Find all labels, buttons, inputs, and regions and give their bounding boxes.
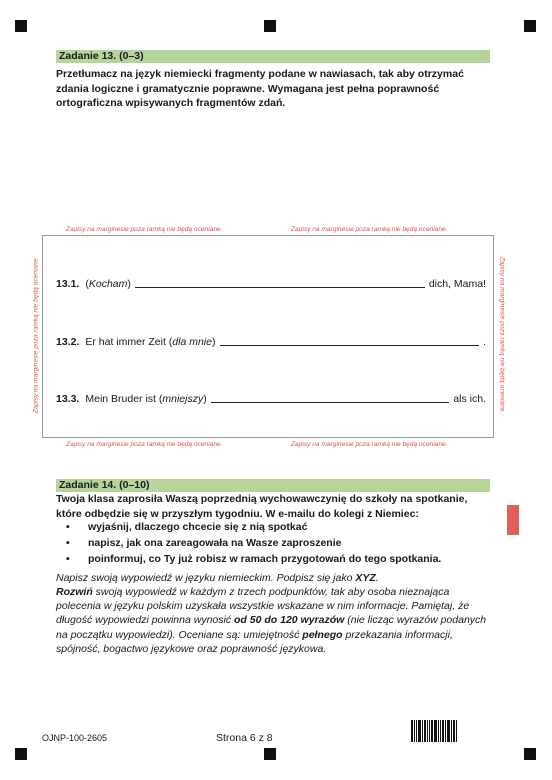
margin-note-top-right: Zapisy na marginesie poza ramką nie będą oceniane. (291, 226, 448, 233)
item-hint-open: ( (85, 278, 89, 290)
item-number: 13.2. (56, 336, 80, 348)
item-hint: Kocham (88, 278, 128, 290)
item-hint: dla mnie (172, 336, 212, 348)
bullet-item: • napisz, jak ona zareagowała na Wasze zaproszenie (56, 535, 496, 551)
answer-blank-13-2[interactable] (220, 335, 480, 346)
item-hint-close: ) (203, 393, 207, 405)
item-hint-close: ) (127, 278, 131, 290)
pelnego-word: pełnego (302, 628, 343, 641)
margin-note-left-vertical: Zapisy na marginesie poza ramką nie będą oceniane. (32, 256, 40, 414)
sign-name: XYZ (355, 572, 376, 584)
task-14-rozwin-paragraph (56, 585, 492, 656)
task-13-2-line (56, 335, 486, 348)
margin-note-right-vertical: Zapisy na marginesie poza ramką nie będą oceniane. (498, 256, 506, 414)
side-tab-marker (507, 505, 519, 535)
item-before: Er hat immer Zeit (85, 336, 166, 348)
task-14-header: Zadanie 14. (0–10) (56, 479, 490, 492)
item-before: Mein Bruder ist (85, 393, 156, 405)
task-14-sign-instruction (56, 571, 492, 585)
item-hint-open: ( (155, 393, 163, 405)
registration-mark-top-center (264, 20, 276, 32)
rozwin-word: Rozwiń (56, 586, 93, 598)
task-13-1-line (56, 277, 486, 290)
answer-blank-13-1[interactable] (135, 277, 425, 288)
registration-mark-top-left (15, 20, 27, 32)
footer-page: Strona 6 z 8 (216, 732, 273, 744)
task-13-3-line (56, 392, 486, 405)
answer-blank-13-3[interactable] (211, 392, 450, 403)
item-after: als ich. (453, 393, 486, 405)
task-14-bullets (56, 519, 496, 567)
item-number: 13.1. (56, 278, 80, 290)
bullet-item: • poinformuj, co Ty już robisz w ramach przygotowań do tego spotkania. (56, 551, 496, 567)
item-after: . (483, 336, 486, 348)
rozwin-text-2: (nie licząc wyrazów podanych na początku wypowiedzi). Oceniane są: umiejętność (56, 614, 487, 641)
item-hint-open: ( (165, 336, 173, 348)
registration-mark-top-right (524, 20, 536, 32)
margin-note-bottom-left: Zapisy na marginesie poza ramką nie będą oceniane. (66, 441, 223, 448)
rozwin-text-3: przekazania informacji, spójność, bogactwo językowe oraz poprawność językowa. (56, 628, 453, 655)
item-hint-close: ) (212, 336, 216, 348)
bullet-item: • wyjaśnij, dlaczego chcecie się z nią spotkać (56, 519, 496, 535)
task-14-intro: Twoja klasa zaprosiła Waszą poprzednią wychowawczynię do szkoły na spotkanie, które odbędzie się w przyszłym tygodniu. W e-mailu do kolegi z Niemiec: (56, 493, 468, 520)
task-13-header: Zadanie 13. (0–3) (56, 50, 490, 63)
item-hint: mniejszy (162, 393, 204, 405)
task-13-instruction: Przetłumacz na język niemiecki fragmenty podane w nawiasach, tak aby otrzymać zdania logiczne i gramatycznie poprawne. Wymagana jest pełna poprawność ortograficzna wpisywanych fragmentów zdań. (56, 68, 464, 109)
registration-mark-bottom-left (15, 748, 27, 760)
word-range: od 50 do 120 wyrazów (234, 614, 345, 627)
registration-mark-bottom-center (264, 748, 276, 760)
margin-note-top-left: Zapisy na marginesie poza ramką nie będą oceniane. (66, 226, 223, 233)
barcode (411, 720, 463, 742)
rozwin-text-1: swoją wypowiedź w każdym z trzech podpunktów, tak aby osoba nieznająca polecenia w języku polskim uzyskała wszystkie wskazane w nim informacje. Pamiętaj, że długość wypowiedzi powinna wynosić (56, 586, 470, 627)
sign-suffix: . (375, 572, 379, 584)
item-number: 13.3. (56, 393, 80, 405)
footer-code: OJNP-100-2605 (42, 733, 108, 743)
registration-mark-bottom-right (524, 748, 536, 760)
margin-note-bottom-right: Zapisy na marginesie poza ramką nie będą oceniane. (291, 441, 448, 448)
sign-prefix: Napisz swoją wypowiedź w języku niemieckim. Podpisz się jako (56, 572, 356, 584)
item-after: dich, Mama! (428, 278, 486, 290)
